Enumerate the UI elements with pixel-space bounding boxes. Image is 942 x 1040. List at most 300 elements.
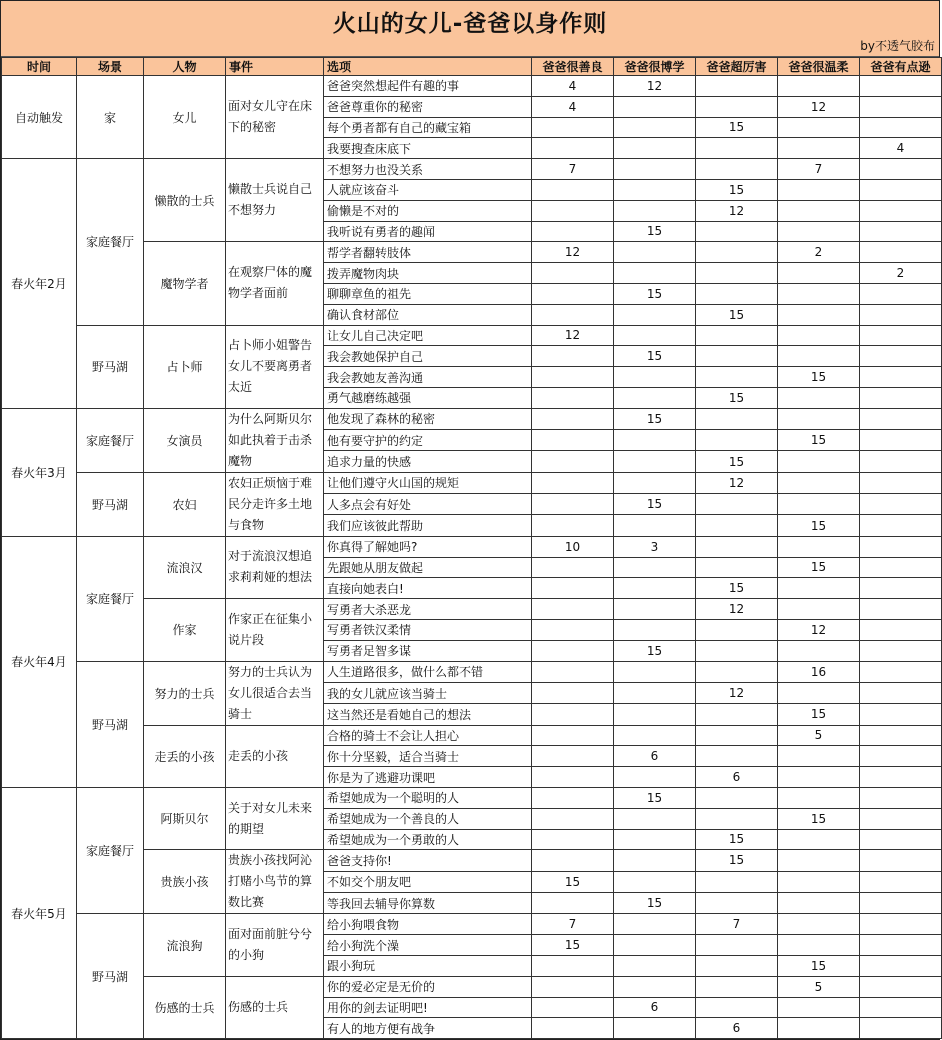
stat-value-cell	[860, 494, 942, 515]
stat-value-cell	[532, 430, 614, 451]
stat-value-cell: 2	[778, 242, 860, 263]
stat-value-cell	[778, 263, 860, 284]
stat-value-cell	[696, 871, 778, 892]
stat-value-cell: 12	[696, 599, 778, 620]
stat-value-cell	[778, 346, 860, 367]
stat-value-cell	[614, 1018, 696, 1039]
stat-value-cell	[696, 242, 778, 263]
stat-value-cell	[532, 619, 614, 640]
table-row	[2, 914, 942, 935]
stat-value-cell	[860, 179, 942, 200]
stat-value-cell	[860, 367, 942, 388]
scene-cell: 家庭餐厅	[77, 787, 144, 913]
option-cell: 拨弄魔物肉块	[324, 263, 532, 284]
stat-value-cell	[860, 955, 942, 976]
stat-value-cell	[532, 515, 614, 536]
stat-value-cell	[614, 682, 696, 703]
stat-value-cell	[860, 997, 942, 1018]
stat-value-cell	[614, 619, 696, 640]
header-stat-lame: 爸爸有点逊	[860, 58, 942, 76]
stat-value-cell: 15	[614, 221, 696, 242]
stat-value-cell: 6	[696, 1018, 778, 1039]
option-cell: 偷懒是不对的	[324, 200, 532, 221]
stat-value-cell: 4	[532, 76, 614, 97]
stat-value-cell: 2	[860, 263, 942, 284]
stat-value-cell	[860, 451, 942, 472]
stat-value-cell	[860, 200, 942, 221]
header-event: 事件	[226, 58, 324, 76]
event-cell: 对于流浪汉想追求莉莉娅的想法	[226, 536, 324, 598]
stat-value-cell	[532, 117, 614, 138]
option-cell: 人多点会有好处	[324, 494, 532, 515]
stat-value-cell	[860, 325, 942, 346]
option-cell: 爸爸突然想起件有趣的事	[324, 76, 532, 97]
stat-value-cell: 15	[614, 283, 696, 304]
character-cell: 魔物学者	[144, 242, 226, 325]
stat-value-cell	[532, 346, 614, 367]
header-row	[2, 58, 942, 76]
stat-value-cell	[860, 242, 942, 263]
stat-value-cell	[696, 976, 778, 997]
stat-value-cell	[614, 430, 696, 451]
title-band	[1, 1, 939, 57]
option-cell: 先跟她从朋友做起	[324, 557, 532, 578]
stat-value-cell: 15	[696, 387, 778, 408]
stat-value-cell	[532, 640, 614, 661]
stat-value-cell	[696, 557, 778, 578]
stat-value-cell	[696, 808, 778, 829]
stat-value-cell: 15	[696, 850, 778, 871]
stat-value-cell	[778, 1018, 860, 1039]
stat-value-cell	[532, 976, 614, 997]
stat-value-cell	[532, 578, 614, 599]
stat-value-cell	[696, 955, 778, 976]
stat-value-cell	[532, 472, 614, 493]
scene-cell: 家庭餐厅	[77, 408, 144, 472]
stat-value-cell: 15	[532, 871, 614, 892]
stat-value-cell	[860, 976, 942, 997]
table-row	[2, 76, 942, 97]
stat-value-cell	[696, 76, 778, 97]
character-cell: 农妇	[144, 472, 226, 536]
option-cell: 人生道路很多，做什么都不错	[324, 661, 532, 682]
stat-value-cell	[614, 725, 696, 746]
stat-value-cell	[532, 451, 614, 472]
stat-value-cell	[778, 914, 860, 935]
stat-value-cell: 12	[696, 200, 778, 221]
stat-value-cell	[778, 746, 860, 767]
option-cell: 给小狗喂食物	[324, 914, 532, 935]
choice-table	[1, 57, 942, 1039]
stat-value-cell: 15	[696, 304, 778, 325]
stat-value-cell	[860, 408, 942, 429]
stat-value-cell	[614, 704, 696, 725]
stat-value-cell	[778, 935, 860, 956]
option-cell: 这当然还是看她自己的想法	[324, 704, 532, 725]
stat-value-cell	[532, 767, 614, 788]
stat-value-cell	[778, 117, 860, 138]
stat-value-cell	[696, 494, 778, 515]
option-cell: 你十分坚毅，适合当骑士	[324, 746, 532, 767]
stat-value-cell	[860, 283, 942, 304]
stat-value-cell	[532, 283, 614, 304]
table-row	[2, 787, 942, 808]
stat-value-cell: 15	[532, 935, 614, 956]
stat-value-cell	[532, 997, 614, 1018]
option-cell: 勇气越磨练越强	[324, 387, 532, 408]
time-cell: 自动触发	[2, 76, 77, 159]
stat-value-cell	[614, 179, 696, 200]
stat-value-cell	[860, 767, 942, 788]
option-cell: 你真得了解她吗?	[324, 536, 532, 557]
stat-value-cell	[778, 76, 860, 97]
character-cell: 流浪汉	[144, 536, 226, 598]
header-stat-strength: 爸爸超厉害	[696, 58, 778, 76]
stat-value-cell	[860, 76, 942, 97]
stat-value-cell	[860, 808, 942, 829]
character-cell: 努力的士兵	[144, 661, 226, 725]
stat-value-cell	[778, 494, 860, 515]
stat-value-cell: 15	[614, 640, 696, 661]
option-cell: 希望她成为一个勇敢的人	[324, 829, 532, 850]
stat-value-cell	[614, 557, 696, 578]
stat-value-cell	[614, 117, 696, 138]
stat-value-cell	[614, 976, 696, 997]
stat-value-cell	[860, 682, 942, 703]
event-cell: 贵族小孩找阿沁打赌小鸟节的算数比赛	[226, 850, 324, 914]
stat-value-cell	[696, 746, 778, 767]
option-cell: 写勇者大杀恶龙	[324, 599, 532, 620]
stat-value-cell	[696, 221, 778, 242]
stat-value-cell	[696, 367, 778, 388]
stat-value-cell	[778, 787, 860, 808]
stat-value-cell	[532, 263, 614, 284]
option-cell: 我的女儿就应该当骑士	[324, 682, 532, 703]
stat-value-cell: 12	[696, 682, 778, 703]
event-cell: 占卜师小姐警告女儿不要离勇者太近	[226, 325, 324, 408]
stat-value-cell: 7	[532, 914, 614, 935]
stat-value-cell	[532, 682, 614, 703]
character-cell: 作家	[144, 599, 226, 661]
stat-value-cell	[778, 408, 860, 429]
stat-value-cell	[532, 138, 614, 159]
event-cell: 面对面前脏兮兮的小狗	[226, 914, 324, 976]
stat-value-cell: 15	[614, 346, 696, 367]
header-scene: 场景	[77, 58, 144, 76]
stat-value-cell	[778, 283, 860, 304]
table-row	[2, 661, 942, 682]
option-cell: 希望她成为一个善良的人	[324, 808, 532, 829]
scene-cell: 家庭餐厅	[77, 159, 144, 325]
stat-value-cell	[778, 850, 860, 871]
stat-value-cell: 15	[696, 578, 778, 599]
stat-value-cell	[860, 536, 942, 557]
stat-value-cell	[778, 200, 860, 221]
stat-value-cell: 12	[614, 76, 696, 97]
table-row	[2, 325, 942, 346]
option-cell: 有人的地方便有战争	[324, 1018, 532, 1039]
stat-value-cell	[778, 472, 860, 493]
scene-cell: 野马湖	[77, 661, 144, 787]
stat-value-cell: 12	[696, 472, 778, 493]
option-cell: 不想努力也没关系	[324, 159, 532, 180]
stat-value-cell	[532, 200, 614, 221]
header-character: 人物	[144, 58, 226, 76]
stat-value-cell	[778, 767, 860, 788]
stat-value-cell	[696, 159, 778, 180]
stat-value-cell	[778, 387, 860, 408]
option-cell: 希望她成为一个聪明的人	[324, 787, 532, 808]
stat-value-cell	[860, 661, 942, 682]
stat-value-cell	[696, 346, 778, 367]
stat-value-cell	[860, 96, 942, 117]
stat-value-cell	[614, 242, 696, 263]
author-credit: by不透气胶布	[860, 39, 935, 53]
stat-value-cell	[532, 408, 614, 429]
stat-value-cell: 6	[614, 746, 696, 767]
stat-value-cell	[696, 725, 778, 746]
header-stat-kind: 爸爸很善良	[532, 58, 614, 76]
stat-value-cell	[614, 599, 696, 620]
event-cell: 为什么阿斯贝尔如此执着于击杀魔物	[226, 408, 324, 472]
stat-value-cell	[614, 367, 696, 388]
option-cell: 给小狗洗个澡	[324, 935, 532, 956]
option-cell: 我要搜查床底下	[324, 138, 532, 159]
scene-cell: 野马湖	[77, 325, 144, 408]
character-cell: 女演员	[144, 408, 226, 472]
option-cell: 你的爱必定是无价的	[324, 976, 532, 997]
stat-value-cell	[860, 787, 942, 808]
stat-value-cell	[778, 640, 860, 661]
stat-value-cell	[614, 767, 696, 788]
stat-value-cell	[778, 304, 860, 325]
stat-value-cell: 15	[696, 117, 778, 138]
stat-value-cell	[860, 746, 942, 767]
character-cell: 流浪狗	[144, 914, 226, 976]
stat-value-cell	[860, 619, 942, 640]
stat-value-cell	[860, 935, 942, 956]
header-stat-knowledge: 爸爸很博学	[614, 58, 696, 76]
stat-value-cell	[860, 829, 942, 850]
stat-value-cell	[614, 387, 696, 408]
character-cell: 贵族小孩	[144, 850, 226, 914]
character-cell: 懒散的士兵	[144, 159, 226, 242]
stat-value-cell: 15	[778, 955, 860, 976]
header-stat-gentle: 爸爸很温柔	[778, 58, 860, 76]
option-cell: 我会教她保护自己	[324, 346, 532, 367]
option-cell: 他发现了森林的秘密	[324, 408, 532, 429]
option-cell: 我会教她友善沟通	[324, 367, 532, 388]
stat-value-cell	[696, 787, 778, 808]
option-cell: 帮学者翻转肢体	[324, 242, 532, 263]
stat-value-cell	[532, 387, 614, 408]
table-body	[2, 76, 942, 1039]
stat-value-cell: 15	[778, 515, 860, 536]
option-cell: 每个勇者都有自己的藏宝箱	[324, 117, 532, 138]
stat-value-cell	[614, 200, 696, 221]
stat-value-cell	[614, 159, 696, 180]
option-cell: 不如交个朋友吧	[324, 871, 532, 892]
stat-value-cell	[532, 367, 614, 388]
stat-value-cell: 15	[778, 367, 860, 388]
stat-value-cell: 15	[614, 892, 696, 913]
stat-value-cell	[860, 472, 942, 493]
stat-value-cell	[614, 808, 696, 829]
option-cell: 跟小狗玩	[324, 955, 532, 976]
event-cell: 伤感的士兵	[226, 976, 324, 1038]
stat-value-cell: 15	[696, 451, 778, 472]
stat-value-cell	[696, 997, 778, 1018]
option-cell: 他有要守护的约定	[324, 430, 532, 451]
stat-value-cell	[696, 408, 778, 429]
stat-value-cell	[696, 138, 778, 159]
stat-value-cell	[860, 117, 942, 138]
stat-value-cell	[614, 263, 696, 284]
stat-value-cell	[532, 787, 614, 808]
stat-value-cell	[614, 96, 696, 117]
option-cell: 爸爸支持你!	[324, 850, 532, 871]
stat-value-cell	[614, 578, 696, 599]
option-cell: 人就应该奋斗	[324, 179, 532, 200]
scene-cell: 家	[77, 76, 144, 159]
stat-value-cell	[860, 725, 942, 746]
stat-value-cell	[696, 935, 778, 956]
stat-value-cell	[860, 304, 942, 325]
stat-value-cell	[860, 640, 942, 661]
event-cell: 努力的士兵认为女儿很适合去当骑士	[226, 661, 324, 725]
stat-value-cell: 15	[614, 408, 696, 429]
stat-value-cell	[860, 704, 942, 725]
stat-value-cell	[778, 221, 860, 242]
stat-value-cell	[696, 704, 778, 725]
option-cell: 追求力量的快感	[324, 451, 532, 472]
option-cell: 让他们遵守火山国的规矩	[324, 472, 532, 493]
stat-value-cell	[614, 661, 696, 682]
stat-value-cell	[614, 325, 696, 346]
time-cell: 春火年2月	[2, 159, 77, 409]
header-time: 时间	[2, 58, 77, 76]
event-cell: 作家正在征集小说片段	[226, 599, 324, 661]
stat-value-cell	[778, 536, 860, 557]
character-cell: 走丢的小孩	[144, 725, 226, 787]
stat-value-cell: 3	[614, 536, 696, 557]
stat-value-cell: 6	[614, 997, 696, 1018]
stat-value-cell	[532, 304, 614, 325]
stat-value-cell	[778, 179, 860, 200]
character-cell: 占卜师	[144, 325, 226, 408]
header-option: 选项	[324, 58, 532, 76]
page-title: 火山的女儿-爸爸以身作则	[332, 11, 608, 37]
stat-value-cell: 12	[532, 325, 614, 346]
stat-value-cell: 5	[778, 976, 860, 997]
stat-value-cell	[614, 935, 696, 956]
stat-value-cell	[860, 515, 942, 536]
option-cell: 你是为了逃避功课吧	[324, 767, 532, 788]
character-cell: 女儿	[144, 76, 226, 159]
stat-value-cell: 12	[532, 242, 614, 263]
table-row	[2, 159, 942, 180]
stat-value-cell	[614, 955, 696, 976]
stat-value-cell	[696, 430, 778, 451]
event-cell: 面对女儿守在床下的秘密	[226, 76, 324, 159]
stat-value-cell	[696, 263, 778, 284]
time-cell: 春火年3月	[2, 408, 77, 536]
stat-value-cell	[532, 955, 614, 976]
option-cell: 写勇者铁汉柔情	[324, 619, 532, 640]
stat-value-cell	[532, 221, 614, 242]
option-cell: 写勇者足智多谋	[324, 640, 532, 661]
event-cell: 关于对女儿未来的期望	[226, 787, 324, 849]
stat-value-cell	[614, 138, 696, 159]
stat-value-cell	[860, 557, 942, 578]
stat-value-cell: 15	[614, 787, 696, 808]
stat-value-cell: 15	[778, 808, 860, 829]
stat-value-cell	[860, 892, 942, 913]
stat-value-cell	[696, 619, 778, 640]
stat-value-cell	[532, 557, 614, 578]
event-cell: 农妇正烦恼于难民分走许多土地与食物	[226, 472, 324, 536]
stat-value-cell: 7	[778, 159, 860, 180]
stat-value-cell	[532, 850, 614, 871]
scene-cell: 家庭餐厅	[77, 536, 144, 661]
stat-value-cell	[778, 578, 860, 599]
stat-value-cell	[860, 1018, 942, 1039]
stat-value-cell	[860, 159, 942, 180]
time-cell: 春火年4月	[2, 536, 77, 787]
stat-value-cell	[860, 346, 942, 367]
stat-value-cell	[532, 661, 614, 682]
stat-value-cell	[696, 515, 778, 536]
scene-cell: 野马湖	[77, 914, 144, 1039]
stat-value-cell	[532, 746, 614, 767]
stat-value-cell: 12	[778, 619, 860, 640]
stat-value-cell	[860, 387, 942, 408]
stat-value-cell: 15	[778, 557, 860, 578]
event-cell: 懒散士兵说自己不想努力	[226, 159, 324, 242]
stat-value-cell	[778, 325, 860, 346]
scene-cell: 野马湖	[77, 472, 144, 536]
stat-value-cell	[614, 451, 696, 472]
event-cell: 走丢的小孩	[226, 725, 324, 787]
table-row	[2, 536, 942, 557]
stat-value-cell	[696, 96, 778, 117]
stat-value-cell	[860, 599, 942, 620]
stat-value-cell	[532, 494, 614, 515]
stat-value-cell	[860, 578, 942, 599]
stat-value-cell	[778, 997, 860, 1018]
stat-value-cell	[532, 599, 614, 620]
stat-value-cell	[532, 808, 614, 829]
stat-value-cell: 15	[696, 829, 778, 850]
stat-value-cell	[614, 914, 696, 935]
stat-value-cell	[860, 850, 942, 871]
option-cell: 确认食材部位	[324, 304, 532, 325]
stat-value-cell	[696, 283, 778, 304]
stat-value-cell	[532, 829, 614, 850]
stat-value-cell	[532, 179, 614, 200]
character-cell: 阿斯贝尔	[144, 787, 226, 849]
time-cell: 春火年5月	[2, 787, 77, 1038]
character-cell: 伤感的士兵	[144, 976, 226, 1038]
stat-value-cell	[614, 850, 696, 871]
stat-value-cell	[778, 871, 860, 892]
stat-value-cell: 16	[778, 661, 860, 682]
stat-value-cell	[532, 1018, 614, 1039]
table-row	[2, 408, 942, 429]
stat-value-cell: 4	[860, 138, 942, 159]
option-cell: 让女儿自己决定吧	[324, 325, 532, 346]
stat-value-cell	[860, 914, 942, 935]
